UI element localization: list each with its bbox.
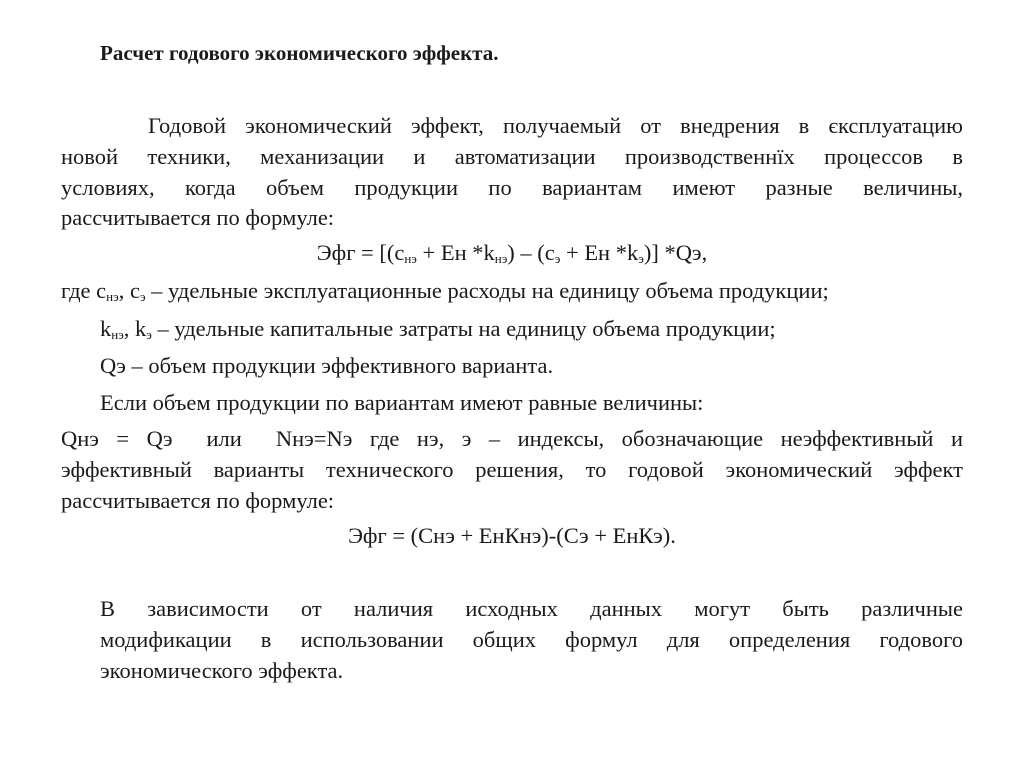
page-title: Расчет годового экономического эффекта. [100,41,499,65]
definition-output-volume: Qэ – объем продукции эффективного варианта. [100,353,554,378]
intro-line-2: новой техники, механизации и автоматизации производственнїх процессов в [61,144,963,169]
definition-operating-costs: где $с_{нэ}$, $с_э$ – удельные эксплуатационные расходы на единицу объема продукции; [61,278,829,304]
condition-line-3: рассчитывается по формуле: [61,488,335,513]
intro-line-3: условиях, когда объем продукции по вариантам имеют разные величины, [61,175,963,200]
intro-line-1: Годовой экономический эффект, получаемый от внедрения в єксплуатацию [148,113,963,138]
intro-line-4: рассчитывается по формуле: [61,205,335,230]
condition-line-2: эффективный варианты технического решения, то годовой экономический эффект [61,457,963,482]
definition-capital-costs: $k_{нэ}$, $k_э$ – удельные капитальные затраты на единицу объема продукции; [100,316,776,342]
equal-volume-case: Если объем продукции по вариантам имеют равные величины: [100,390,704,415]
formula-1: Эфг = [($с_{нэ}$ + Ен $*k_{нэ}) - (с_э$ + Ен $*k_э$)] *Qэ, [316,240,708,266]
formula-2: Эфг = (Снэ + ЕнКнэ)-(Сэ + ЕнКэ). [348,523,676,548]
conclusion-line-3: экономического эффекта. [100,658,344,683]
conclusion-line-2: модификации в использовании общих формул для определения годового [100,627,963,652]
condition-line-1: Qнэ = Qэ или Nнэ=Nэ где нэ, э – индексы, обозначающие неэффективный и [61,426,963,451]
conclusion-line-1: В зависимости от наличия исходных данных могут быть различные [100,596,963,621]
